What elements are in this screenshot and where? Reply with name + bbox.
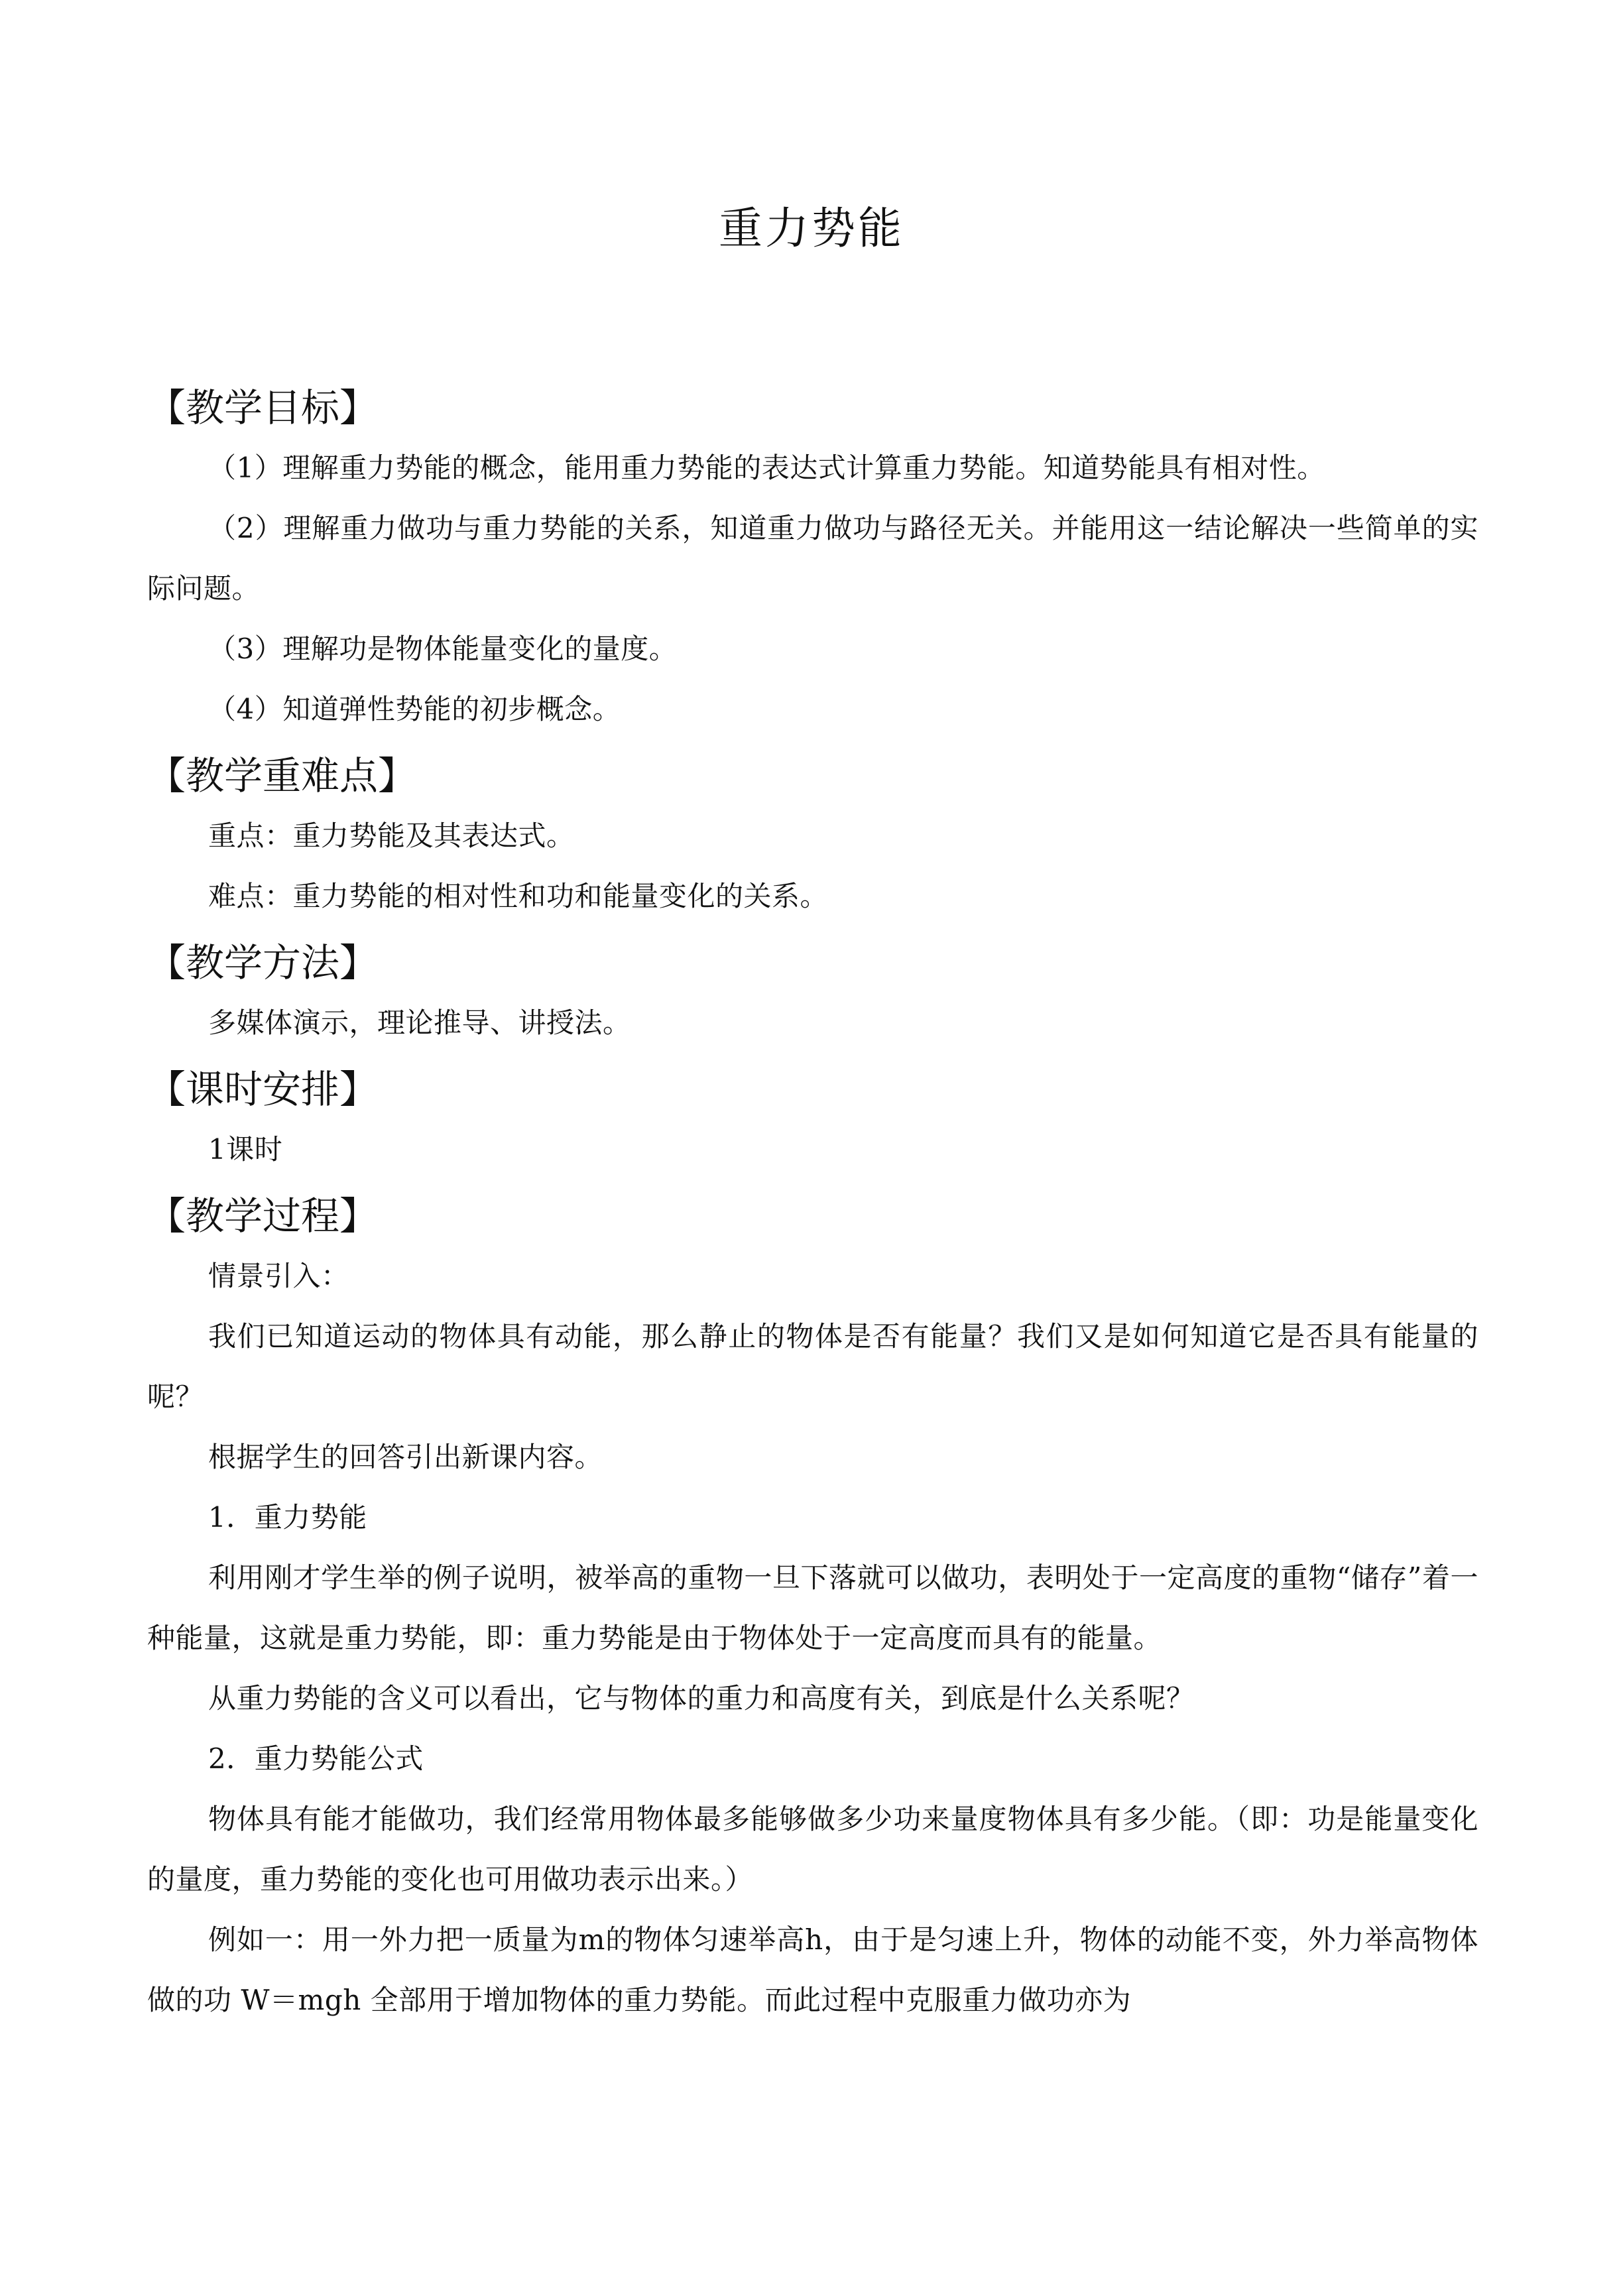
paragraph: 情景引入： — [208, 1260, 349, 1292]
paragraph: 1．重力势能 — [208, 1501, 367, 1534]
paragraph: （4）知道弹性势能的初步概念。 — [208, 693, 621, 725]
paragraph: （1）理解重力势能的概念，能用重力势能的表达式计算重力势能。知道势能具有相对性。 — [208, 452, 1325, 484]
section-heading: 【课时安排】 — [147, 1067, 379, 1112]
paragraph: 物体具有能才能做功，我们经常用物体最多能够做多少功来量度物体具有多少能。（即：功是能量变化的量度，重力势能的变化也可用做功表示出来。） — [147, 1803, 1478, 1896]
paragraph: 我们已知道运动的物体具有动能，那么静止的物体是否有能量？我们又是如何知道它是否具有能量的呢？ — [147, 1320, 1478, 1413]
section-heading: 【教学过程】 — [147, 1193, 379, 1239]
paragraph: 难点：重力势能的相对性和功和能量变化的关系。 — [208, 880, 829, 912]
section-teaching-methods — [147, 933, 1478, 1053]
section-heading: 【教学方法】 — [147, 940, 379, 985]
section-heading: 【教学重难点】 — [147, 753, 417, 798]
paragraph: 从重力势能的含义可以看出，它与物体的重力和高度有关，到底是什么关系呢？ — [208, 1682, 1195, 1715]
section-key-points — [147, 746, 1478, 926]
section-schedule — [147, 1059, 1478, 1179]
paragraph: （3）理解功是物体能量变化的量度。 — [208, 633, 678, 665]
paragraph: 1课时 — [208, 1133, 283, 1166]
paragraph: 利用刚才学生举的例子说明，被举高的重物一旦下落就可以做功，表明处于一定高度的重物“储存”着一种能量，这就是重力势能，即：重力势能是由于物体处于一定高度而具有的能量。 — [147, 1561, 1478, 1654]
paragraph: 根据学生的回答引出新课内容。 — [208, 1441, 603, 1473]
section-teaching-process — [147, 1186, 1478, 2030]
paragraph: （2）理解重力做功与重力势能的关系，知道重力做功与路径无关。并能用这一结论解决一些简单的实际问题。 — [147, 512, 1478, 605]
document-body — [147, 371, 1478, 2030]
paragraph: 重点：重力势能及其表达式。 — [208, 819, 575, 852]
paragraph: 2．重力势能公式 — [208, 1742, 424, 1775]
paragraph: 多媒体演示，理论推导、讲授法。 — [208, 1006, 631, 1039]
section-teaching-goals — [147, 378, 1478, 739]
paragraph: 例如一：用一外力把一质量为m的物体匀速举高h，由于是匀速上升，物体的动能不变，外力举高物体做的功 W＝mgh 全部用于增加物体的重力势能。而此过程中克服重力做功亦为 — [147, 1923, 1478, 2016]
section-heading: 【教学目标】 — [147, 385, 379, 430]
document-title: 重力势能 — [719, 203, 904, 254]
